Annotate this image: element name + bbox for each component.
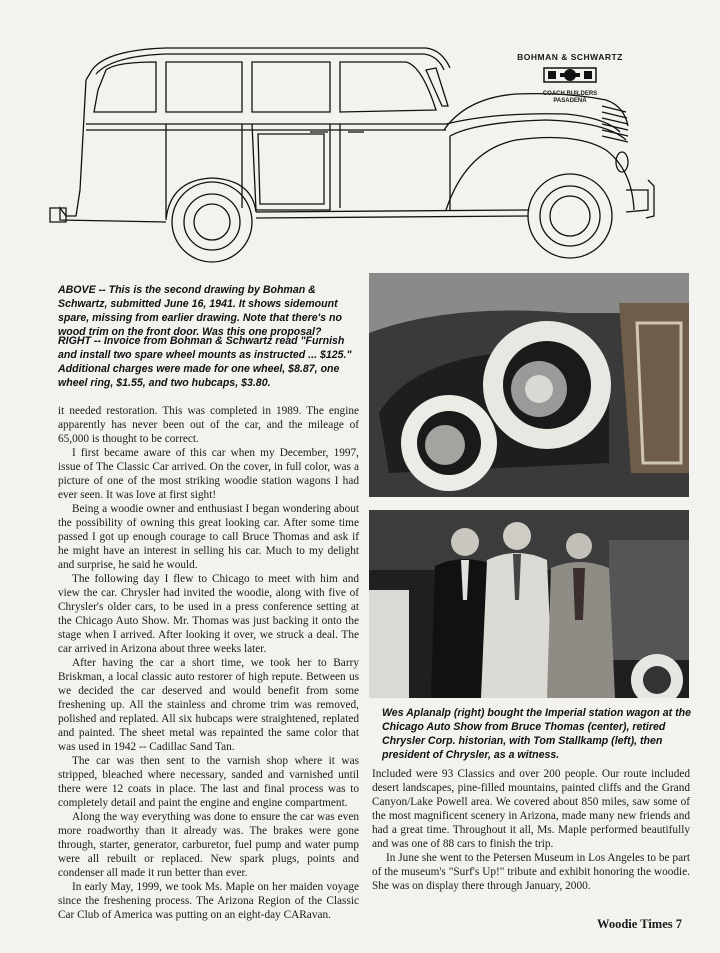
page-footer: Woodie Times 7 [597, 917, 682, 931]
paragraph: it needed restoration. This was completed in 1989. The engine apparently has never been out of the car, and the mileage of 65,000 is thought to be correct. [58, 405, 359, 445]
caption-photo: Wes Aplanalp (right) bought the Imperial station wagon at the Chicago Auto Show from Bruce Thomas (center), retired Chrysler Corp. historian, with Tom Stallkamp (left), then president of Chrysler, as a witness. [382, 707, 691, 761]
paragraph: In early May, 1999, we took Ms. Maple on her maiden voyage since the freshening process. The Arizona Region of the Classic Car Club of America was putting on an eight-day CARavan. [58, 881, 359, 921]
coachbuilder-emblem-icon [542, 64, 598, 86]
paragraph: In June she went to the Petersen Museum in Los Angeles to be part of the museum's "Surf's Up!" tribute and exhibit honoring the woodie. She was on display there through January, 2000. [372, 852, 690, 892]
paragraph: Being a woodie owner and enthusiast I began wondering about the possibility of owning this great looking car. After some time passed I got up enough courage to call Bruce Thomas and ask if he might have an interest in selling his car. Much to my delight and surprise, he said he would. [58, 503, 359, 571]
paragraph: The car was then sent to the varnish shop where it was stripped, bleached where necessary, sanded and varnished until there were 12 coats in place. The last and final process was to completely detail and paint the engine and engine compartment. [58, 755, 359, 809]
paragraph: After having the car a short time, we took her to Barry Briskman, a local classic auto restorer of high repute. Between us we decided the car deserved and would benefit from some freshening up. All the stainless and chrome trim was removed, polished and replated. All six hubcaps were straightened, replated and painted. The sheet metal was repainted the same color that was used in 1942 -- Cadillac Sand Tan. [58, 657, 359, 753]
bohman-schwartz-logo [500, 52, 640, 105]
article-right-column [372, 767, 690, 893]
caption-invoice: RIGHT -- Invoice from Bohman & Schwartz read "Furnish and install two spare wheel mounts as instructed ... $125." Additional charges were made for one wheel, $8.87, one wheel ring, $1.55, and two hubcaps, $3.80. [58, 335, 352, 389]
photo-three-men [369, 510, 689, 698]
article-left-column [58, 404, 359, 922]
paragraph: Included were 93 Classics and over 200 people. Our route included desert landscapes, pine-filled mountains, painted cliffs and the Grand Canyon/Lake Powell area. We covered about 850 miles, saw some of the most magnificent scenery in Arizona, made many new friends and had a great time. Throughout it all, Ms. Maple performed beautifully and was one of 88 cars to finish the trip. [372, 768, 690, 850]
photo-spare-wheel [369, 273, 689, 497]
logo-city: PASADENA [553, 98, 587, 104]
paragraph: I first became aware of this car when my December, 1997, issue of The Classic Car arrived. On the cover, in full color, was a picture of one of the most striking woodie station wagons I had ever seen. It was love at first sight! [58, 447, 359, 501]
caption-above-drawing: ABOVE -- This is the second drawing by Bohman & Schwartz, submitted June 16, 1941. It shows sidemount spare, missing from earlier drawing. Note that there's no wood trim on the front door. Was this one proposal? [58, 284, 342, 338]
paragraph: The following day I flew to Chicago to meet with him and view the car. Chrysler had invited the woodie, along with five of Chrysler's older cars, to be used in a press conference setting at the Chicago Auto Show. Mr. Thomas was just backing it onto the stage when I arrived. After looking it over, we struck a deal. The car arrived in Arizona about three weeks later. [58, 573, 359, 655]
logo-subtitle: COACH BUILDERS [542, 91, 598, 97]
logo-title: BOHMAN & SCHWARTZ [517, 52, 623, 62]
paragraph: Along the way everything was done to ensure the car was even more roadworthy than it already was. The brakes were gone through, starter, generator, carburetor, fuel pump and water pump were all rebuilt or replaced. New spark plugs, points and condenser all made it run better than ever. [58, 811, 359, 879]
